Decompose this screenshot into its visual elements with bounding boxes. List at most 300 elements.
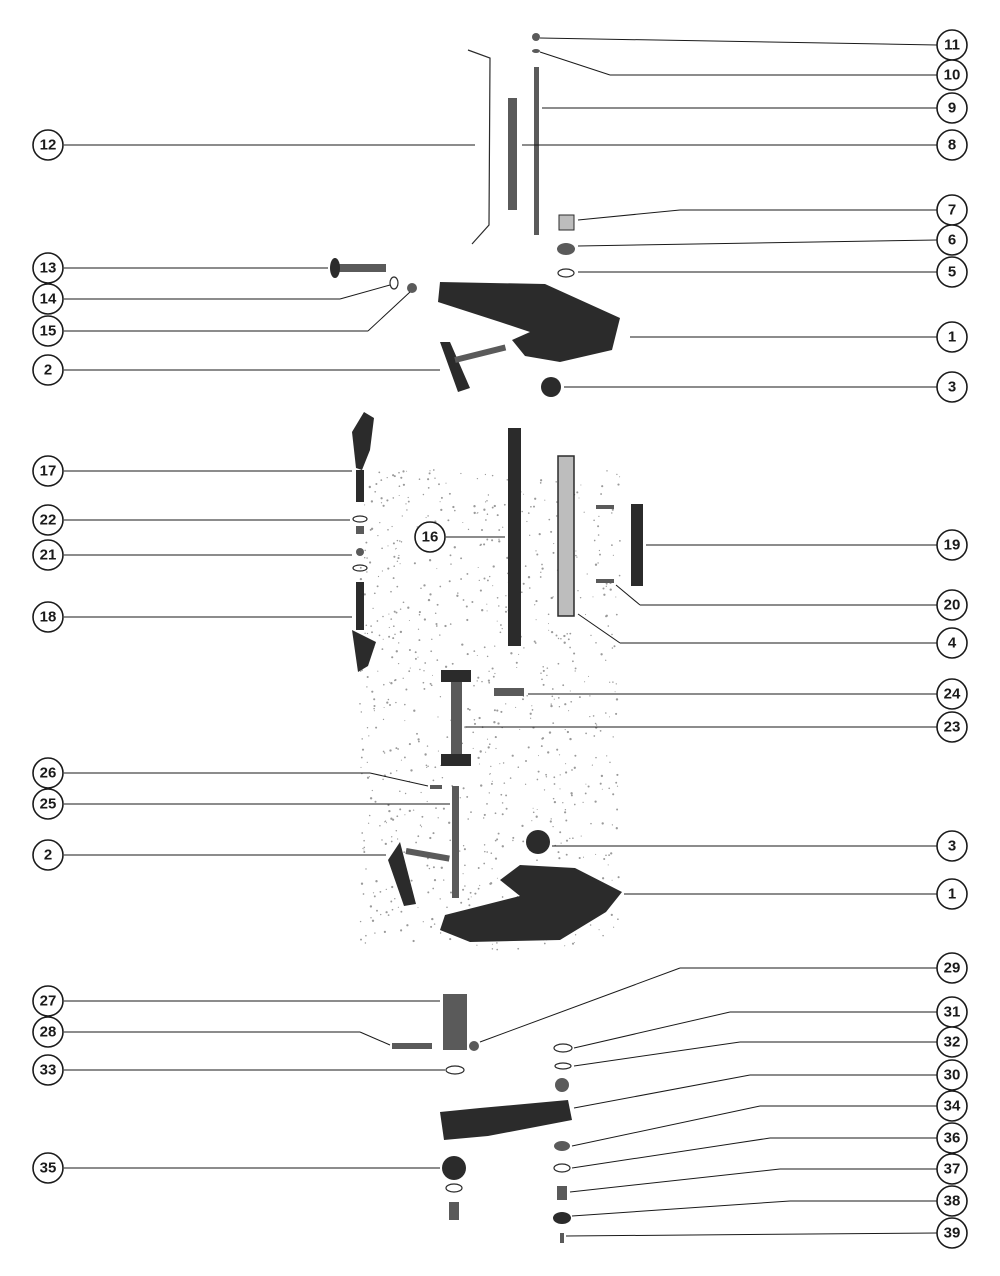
speckle-dot bbox=[396, 548, 397, 549]
parts-illustration bbox=[330, 33, 643, 1243]
leader-14b bbox=[340, 285, 390, 299]
speckle-dot bbox=[374, 710, 375, 711]
speckle-dot bbox=[619, 476, 620, 477]
speckle-dot bbox=[361, 832, 363, 834]
speckle-dot bbox=[392, 497, 394, 499]
callout-2-lower bbox=[33, 840, 63, 870]
callout-34 bbox=[937, 1091, 967, 1121]
callout-14-label: 14 bbox=[39, 290, 57, 308]
speckle-dot bbox=[432, 832, 434, 834]
speckle-dot bbox=[488, 682, 490, 684]
speckle-dot bbox=[452, 663, 454, 665]
speckle-dot bbox=[439, 634, 440, 635]
speckle-dot bbox=[568, 710, 569, 711]
speckle-dot bbox=[550, 820, 552, 822]
speckle-dot bbox=[616, 774, 618, 776]
speckle-dot bbox=[400, 477, 402, 479]
speckle-dot bbox=[484, 814, 486, 816]
speckle-dot bbox=[491, 539, 493, 541]
speckle-dot bbox=[431, 639, 432, 640]
speckle-dot bbox=[362, 749, 364, 751]
speckle-dot bbox=[480, 590, 482, 592]
leader-28b bbox=[360, 1032, 390, 1045]
speckle-dot bbox=[612, 647, 614, 649]
part-34-washer bbox=[554, 1141, 570, 1151]
speckle-dot bbox=[486, 604, 487, 605]
speckle-dot bbox=[426, 865, 428, 867]
speckle-dot bbox=[384, 752, 385, 753]
speckle-dot bbox=[529, 587, 531, 589]
speckle-dot bbox=[427, 745, 428, 746]
speckle-dot bbox=[390, 772, 392, 774]
speckle-dot bbox=[606, 755, 607, 756]
speckle-dot bbox=[505, 595, 506, 596]
callout-10-label: 10 bbox=[943, 66, 961, 84]
speckle-dot bbox=[409, 620, 410, 621]
speckle-dot bbox=[379, 522, 380, 523]
callout-13 bbox=[33, 253, 63, 283]
speckle-dot bbox=[436, 625, 438, 627]
part-36-washer bbox=[554, 1164, 570, 1172]
speckle-dot bbox=[611, 512, 612, 513]
speckle-dot bbox=[440, 509, 442, 511]
speckle-dot bbox=[587, 573, 588, 574]
speckle-dot bbox=[592, 596, 593, 597]
speckle-dot bbox=[363, 849, 364, 850]
speckle-dot bbox=[388, 699, 390, 701]
speckle-dot bbox=[551, 703, 552, 704]
speckle-dot bbox=[539, 533, 541, 535]
speckle-dot bbox=[538, 755, 539, 756]
speckle-dot bbox=[450, 554, 452, 556]
speckle-dot bbox=[395, 702, 396, 703]
speckle-dot bbox=[616, 683, 617, 684]
callout-16 bbox=[415, 522, 445, 552]
speckle-dot bbox=[382, 570, 383, 571]
part-13-bolt bbox=[336, 264, 386, 272]
speckle-dot bbox=[525, 565, 527, 567]
speckle-dot bbox=[602, 789, 603, 790]
speckle-dot bbox=[460, 578, 462, 580]
speckle-dot bbox=[495, 840, 497, 842]
speckle-dot bbox=[380, 914, 381, 915]
speckle-dot bbox=[569, 738, 571, 740]
speckle-dot bbox=[536, 553, 538, 555]
speckle-dot bbox=[548, 614, 550, 616]
speckle-dot bbox=[534, 498, 536, 500]
speckle-dot bbox=[609, 682, 610, 683]
speckle-dot bbox=[386, 499, 388, 501]
speckle-dot bbox=[471, 896, 472, 897]
speckle-dot bbox=[502, 845, 504, 847]
speckle-dot bbox=[389, 704, 391, 706]
speckle-dot bbox=[605, 660, 606, 661]
speckle-dot bbox=[406, 471, 407, 472]
speckle-dot bbox=[432, 888, 434, 890]
speckle-dot bbox=[589, 695, 590, 696]
speckle-dot bbox=[521, 825, 523, 827]
speckle-dot bbox=[437, 604, 439, 606]
part-3-lower-pad bbox=[526, 830, 550, 854]
speckle-dot bbox=[410, 769, 412, 771]
speckle-dot bbox=[574, 755, 576, 757]
speckle-dot bbox=[468, 529, 469, 530]
part-19-sleeve bbox=[631, 504, 643, 586]
callout-24 bbox=[937, 679, 967, 709]
speckle-dot bbox=[558, 851, 560, 853]
speckle-dot bbox=[616, 698, 618, 700]
leader-lines bbox=[64, 38, 937, 1236]
callout-29 bbox=[937, 953, 967, 983]
speckle-dot bbox=[445, 483, 446, 484]
speckle-dot bbox=[383, 639, 384, 640]
speckle-dot bbox=[575, 550, 576, 551]
leader-15b bbox=[368, 292, 410, 331]
part-24-spring bbox=[494, 688, 524, 696]
speckle-dot bbox=[378, 576, 379, 577]
speckle-dot bbox=[579, 857, 581, 859]
speckle-dot bbox=[377, 585, 379, 587]
part-3-upper-pad bbox=[541, 377, 561, 397]
speckle-dot bbox=[462, 889, 464, 891]
speckle-dot bbox=[427, 478, 429, 480]
speckle-dot bbox=[563, 635, 565, 637]
speckle-dot bbox=[495, 748, 496, 749]
speckle-dot bbox=[496, 949, 498, 951]
speckle-dot bbox=[419, 611, 421, 613]
part-20-pin-upper bbox=[596, 505, 614, 509]
speckle-dot bbox=[375, 880, 377, 882]
speckle-dot bbox=[387, 568, 389, 570]
callout-8 bbox=[937, 130, 967, 160]
speckle-dot bbox=[541, 567, 543, 569]
speckle-dot bbox=[552, 688, 554, 690]
speckle-dot bbox=[432, 675, 433, 676]
speckle-dot bbox=[467, 818, 469, 820]
speckle-dot bbox=[413, 940, 415, 942]
speckle-dot bbox=[529, 535, 530, 536]
speckle-dot bbox=[440, 696, 441, 697]
speckle-dot bbox=[370, 917, 371, 918]
speckle-dot bbox=[544, 943, 546, 945]
speckle-dot bbox=[361, 738, 363, 740]
speckle-dot bbox=[364, 504, 365, 505]
speckle-dot bbox=[367, 727, 368, 728]
speckle-dot bbox=[525, 760, 527, 762]
speckle-dot bbox=[553, 776, 555, 778]
speckle-dot bbox=[483, 577, 485, 579]
speckle-dot bbox=[478, 888, 480, 890]
speckle-dot bbox=[525, 784, 526, 785]
speckle-dot bbox=[474, 719, 476, 721]
speckle-dot bbox=[364, 593, 366, 595]
part-4-tube bbox=[558, 456, 574, 616]
speckle-dot bbox=[424, 618, 426, 620]
callout-17-label: 17 bbox=[39, 462, 57, 480]
speckle-dot bbox=[423, 670, 424, 671]
speckle-dot bbox=[369, 486, 371, 488]
speckle-dot bbox=[377, 671, 378, 672]
speckle-dot bbox=[605, 615, 607, 617]
callout-12 bbox=[33, 130, 63, 160]
speckle-dot bbox=[371, 691, 373, 693]
leader-31 bbox=[574, 1012, 730, 1048]
callout-30-label: 30 bbox=[943, 1066, 961, 1084]
speckle-dot bbox=[439, 898, 440, 899]
speckle-dot bbox=[427, 765, 429, 767]
speckle-dot bbox=[398, 642, 399, 643]
speckle-dot bbox=[512, 755, 514, 757]
speckle-dot bbox=[487, 656, 489, 658]
speckle-dot bbox=[420, 792, 421, 793]
speckle-dot bbox=[615, 782, 617, 784]
speckle-dot bbox=[454, 546, 456, 548]
speckle-dot bbox=[388, 636, 390, 638]
speckle-dot bbox=[390, 818, 392, 820]
part-26-pin bbox=[430, 785, 442, 789]
callout-2-lower-label: 2 bbox=[43, 846, 53, 864]
speckle-dot bbox=[553, 798, 555, 800]
speckle-dot bbox=[507, 479, 509, 481]
speckle-dot bbox=[548, 519, 550, 521]
speckle-dot bbox=[502, 802, 504, 804]
speckle-dot bbox=[500, 624, 502, 626]
speckle-dot bbox=[464, 885, 466, 887]
speckle-dot bbox=[523, 647, 524, 648]
speckle-dot bbox=[474, 893, 476, 895]
speckle-dot bbox=[426, 765, 428, 767]
speckle-dot bbox=[541, 564, 543, 566]
speckle-dot bbox=[472, 731, 474, 733]
speckle-dot bbox=[396, 830, 397, 831]
part-16-swivel-shaft bbox=[508, 428, 521, 646]
leader-30 bbox=[574, 1075, 750, 1108]
speckle-dot bbox=[535, 600, 537, 602]
speckle-dot bbox=[484, 851, 486, 853]
speckle-dot bbox=[612, 681, 613, 682]
speckle-dot bbox=[469, 709, 471, 711]
speckle-dot bbox=[531, 820, 532, 821]
speckle-dot bbox=[603, 594, 605, 596]
speckle-dot bbox=[470, 892, 472, 894]
speckle-dot bbox=[397, 838, 398, 839]
callout-29-label: 29 bbox=[943, 959, 961, 977]
leader-36 bbox=[572, 1138, 770, 1168]
speckle-dot bbox=[611, 544, 613, 546]
speckle-dot bbox=[588, 676, 589, 677]
speckle-dot bbox=[373, 705, 375, 707]
speckle-dot bbox=[440, 765, 441, 766]
speckle-dot bbox=[409, 810, 411, 812]
speckle-dot bbox=[502, 896, 504, 898]
callout-37 bbox=[937, 1154, 967, 1184]
speckle-dot bbox=[359, 703, 361, 705]
speckle-dot bbox=[383, 505, 385, 507]
speckle-dot bbox=[372, 790, 373, 791]
part-30-nut bbox=[555, 1078, 569, 1092]
speckle-dot bbox=[464, 865, 466, 867]
speckle-dot bbox=[618, 876, 620, 878]
speckle-dot bbox=[615, 691, 616, 692]
speckle-dot bbox=[547, 751, 549, 753]
speckle-dot bbox=[467, 708, 469, 710]
speckle-dot bbox=[400, 608, 401, 609]
speckle-dot bbox=[396, 586, 398, 588]
speckle-dot bbox=[585, 784, 586, 785]
speckle-dot bbox=[550, 705, 552, 707]
speckle-dot bbox=[536, 816, 538, 818]
speckle-dot bbox=[420, 587, 422, 589]
speckle-dot bbox=[409, 649, 411, 651]
speckle-dot bbox=[593, 735, 595, 737]
speckle-dot bbox=[449, 840, 451, 842]
speckle-dot bbox=[583, 857, 584, 858]
speckle-dot bbox=[540, 576, 542, 578]
speckle-dot bbox=[369, 815, 371, 817]
speckle-dot bbox=[545, 774, 547, 776]
speckle-dot bbox=[479, 885, 480, 886]
speckle-dot bbox=[505, 611, 507, 613]
speckle-dot bbox=[484, 844, 485, 845]
part-25-rod bbox=[452, 786, 459, 898]
speckle-dot bbox=[417, 738, 419, 740]
speckle-dot bbox=[360, 921, 361, 922]
speckle-dot bbox=[391, 886, 393, 888]
speckle-dot bbox=[366, 686, 367, 687]
callout-7-label: 7 bbox=[947, 201, 957, 219]
speckle-dot bbox=[364, 550, 366, 552]
speckle-dot bbox=[540, 572, 541, 573]
speckle-dot bbox=[552, 722, 554, 724]
leader-6 bbox=[578, 240, 937, 246]
callout-4-label: 4 bbox=[947, 634, 957, 652]
speckle-dot bbox=[528, 746, 530, 748]
speckle-dot bbox=[543, 670, 545, 672]
speckle-dot bbox=[570, 792, 572, 794]
speckle-dot bbox=[382, 779, 383, 780]
speckle-dot bbox=[367, 676, 369, 678]
speckle-dot bbox=[493, 721, 495, 723]
speckle-dot bbox=[417, 835, 419, 837]
callout-2-upper bbox=[33, 355, 63, 385]
part-1-upper-clamp-bracket bbox=[438, 282, 620, 362]
speckle-dot bbox=[438, 817, 439, 818]
callout-25 bbox=[33, 789, 63, 819]
speckle-dot bbox=[460, 797, 461, 798]
speckle-dot bbox=[535, 642, 537, 644]
speckle-dot bbox=[522, 698, 524, 700]
speckle-dot bbox=[371, 631, 373, 633]
speckle-dot bbox=[398, 555, 399, 556]
speckle-dot bbox=[605, 855, 607, 857]
speckle-dot bbox=[429, 559, 431, 561]
part-12-bent-rod bbox=[468, 50, 490, 244]
speckle-dot bbox=[518, 654, 519, 655]
speckle-dot bbox=[454, 510, 456, 512]
speckle-dot bbox=[396, 650, 398, 652]
speckle-dot bbox=[381, 502, 382, 503]
speckle-dot bbox=[600, 783, 602, 785]
speckle-dot bbox=[386, 889, 387, 890]
speckle-dot bbox=[423, 682, 425, 684]
speckle-dot bbox=[405, 503, 406, 504]
part-6-nut bbox=[557, 243, 575, 255]
speckle-dot bbox=[376, 910, 378, 912]
part-15-nut bbox=[407, 283, 417, 293]
speckle-dot bbox=[449, 580, 451, 582]
speckle-dot bbox=[523, 696, 524, 697]
part-39-screw bbox=[560, 1233, 564, 1243]
speckle-dot bbox=[468, 904, 470, 906]
speckle-dot bbox=[510, 777, 512, 779]
speckle-dot bbox=[488, 494, 489, 495]
speckle-dot bbox=[428, 599, 430, 601]
speckle-dot bbox=[553, 552, 555, 554]
speckle-dot bbox=[490, 766, 491, 767]
speckle-dot bbox=[405, 793, 406, 794]
speckle-dot bbox=[387, 477, 388, 478]
speckle-dot bbox=[516, 667, 517, 668]
speckle-dot bbox=[566, 840, 568, 842]
speckle-dot bbox=[612, 509, 614, 511]
speckle-dot bbox=[363, 851, 365, 853]
part-18-head bbox=[352, 630, 376, 672]
speckle-dot bbox=[365, 868, 366, 869]
leader-20 bbox=[616, 585, 640, 605]
callout-10 bbox=[937, 60, 967, 90]
speckle-dot bbox=[522, 840, 524, 842]
speckle-dot bbox=[374, 895, 376, 897]
speckle-dot bbox=[542, 666, 544, 668]
speckle-dot bbox=[597, 525, 599, 527]
speckle-dot bbox=[483, 863, 485, 865]
speckle-dot bbox=[492, 507, 494, 509]
speckle-dot bbox=[396, 770, 397, 771]
part-22-oring bbox=[353, 516, 367, 522]
speckle-dot bbox=[385, 911, 387, 913]
speckle-dot bbox=[390, 591, 392, 593]
speckle-dot bbox=[414, 562, 416, 564]
callout-37-label: 37 bbox=[943, 1160, 961, 1178]
callout-30 bbox=[937, 1060, 967, 1090]
speckle-dot bbox=[473, 748, 474, 749]
speckle-dot bbox=[528, 512, 530, 514]
speckle-dot bbox=[413, 809, 414, 810]
speckle-dot bbox=[477, 757, 479, 759]
speckle-dot bbox=[536, 619, 537, 620]
speckle-dot bbox=[585, 792, 587, 794]
callout-11 bbox=[937, 30, 967, 60]
speckle-dot bbox=[486, 851, 488, 853]
speckle-dot bbox=[609, 762, 610, 763]
speckle-dot bbox=[540, 479, 542, 481]
speckle-dot bbox=[564, 703, 566, 705]
part-38-cap bbox=[553, 1212, 571, 1224]
callout-39-label: 39 bbox=[943, 1224, 961, 1242]
speckle-dot bbox=[551, 818, 552, 819]
speckle-dot bbox=[431, 684, 433, 686]
speckle-dot bbox=[487, 739, 488, 740]
speckle-dot bbox=[552, 597, 553, 598]
speckle-dot bbox=[389, 682, 390, 683]
speckle-dot bbox=[570, 690, 571, 691]
leader-7 bbox=[578, 210, 680, 220]
speckle-dot bbox=[364, 847, 366, 849]
speckle-dot bbox=[393, 625, 395, 627]
speckle-dot bbox=[485, 752, 486, 753]
speckle-dot bbox=[575, 934, 576, 935]
speckle-dot bbox=[540, 482, 542, 484]
